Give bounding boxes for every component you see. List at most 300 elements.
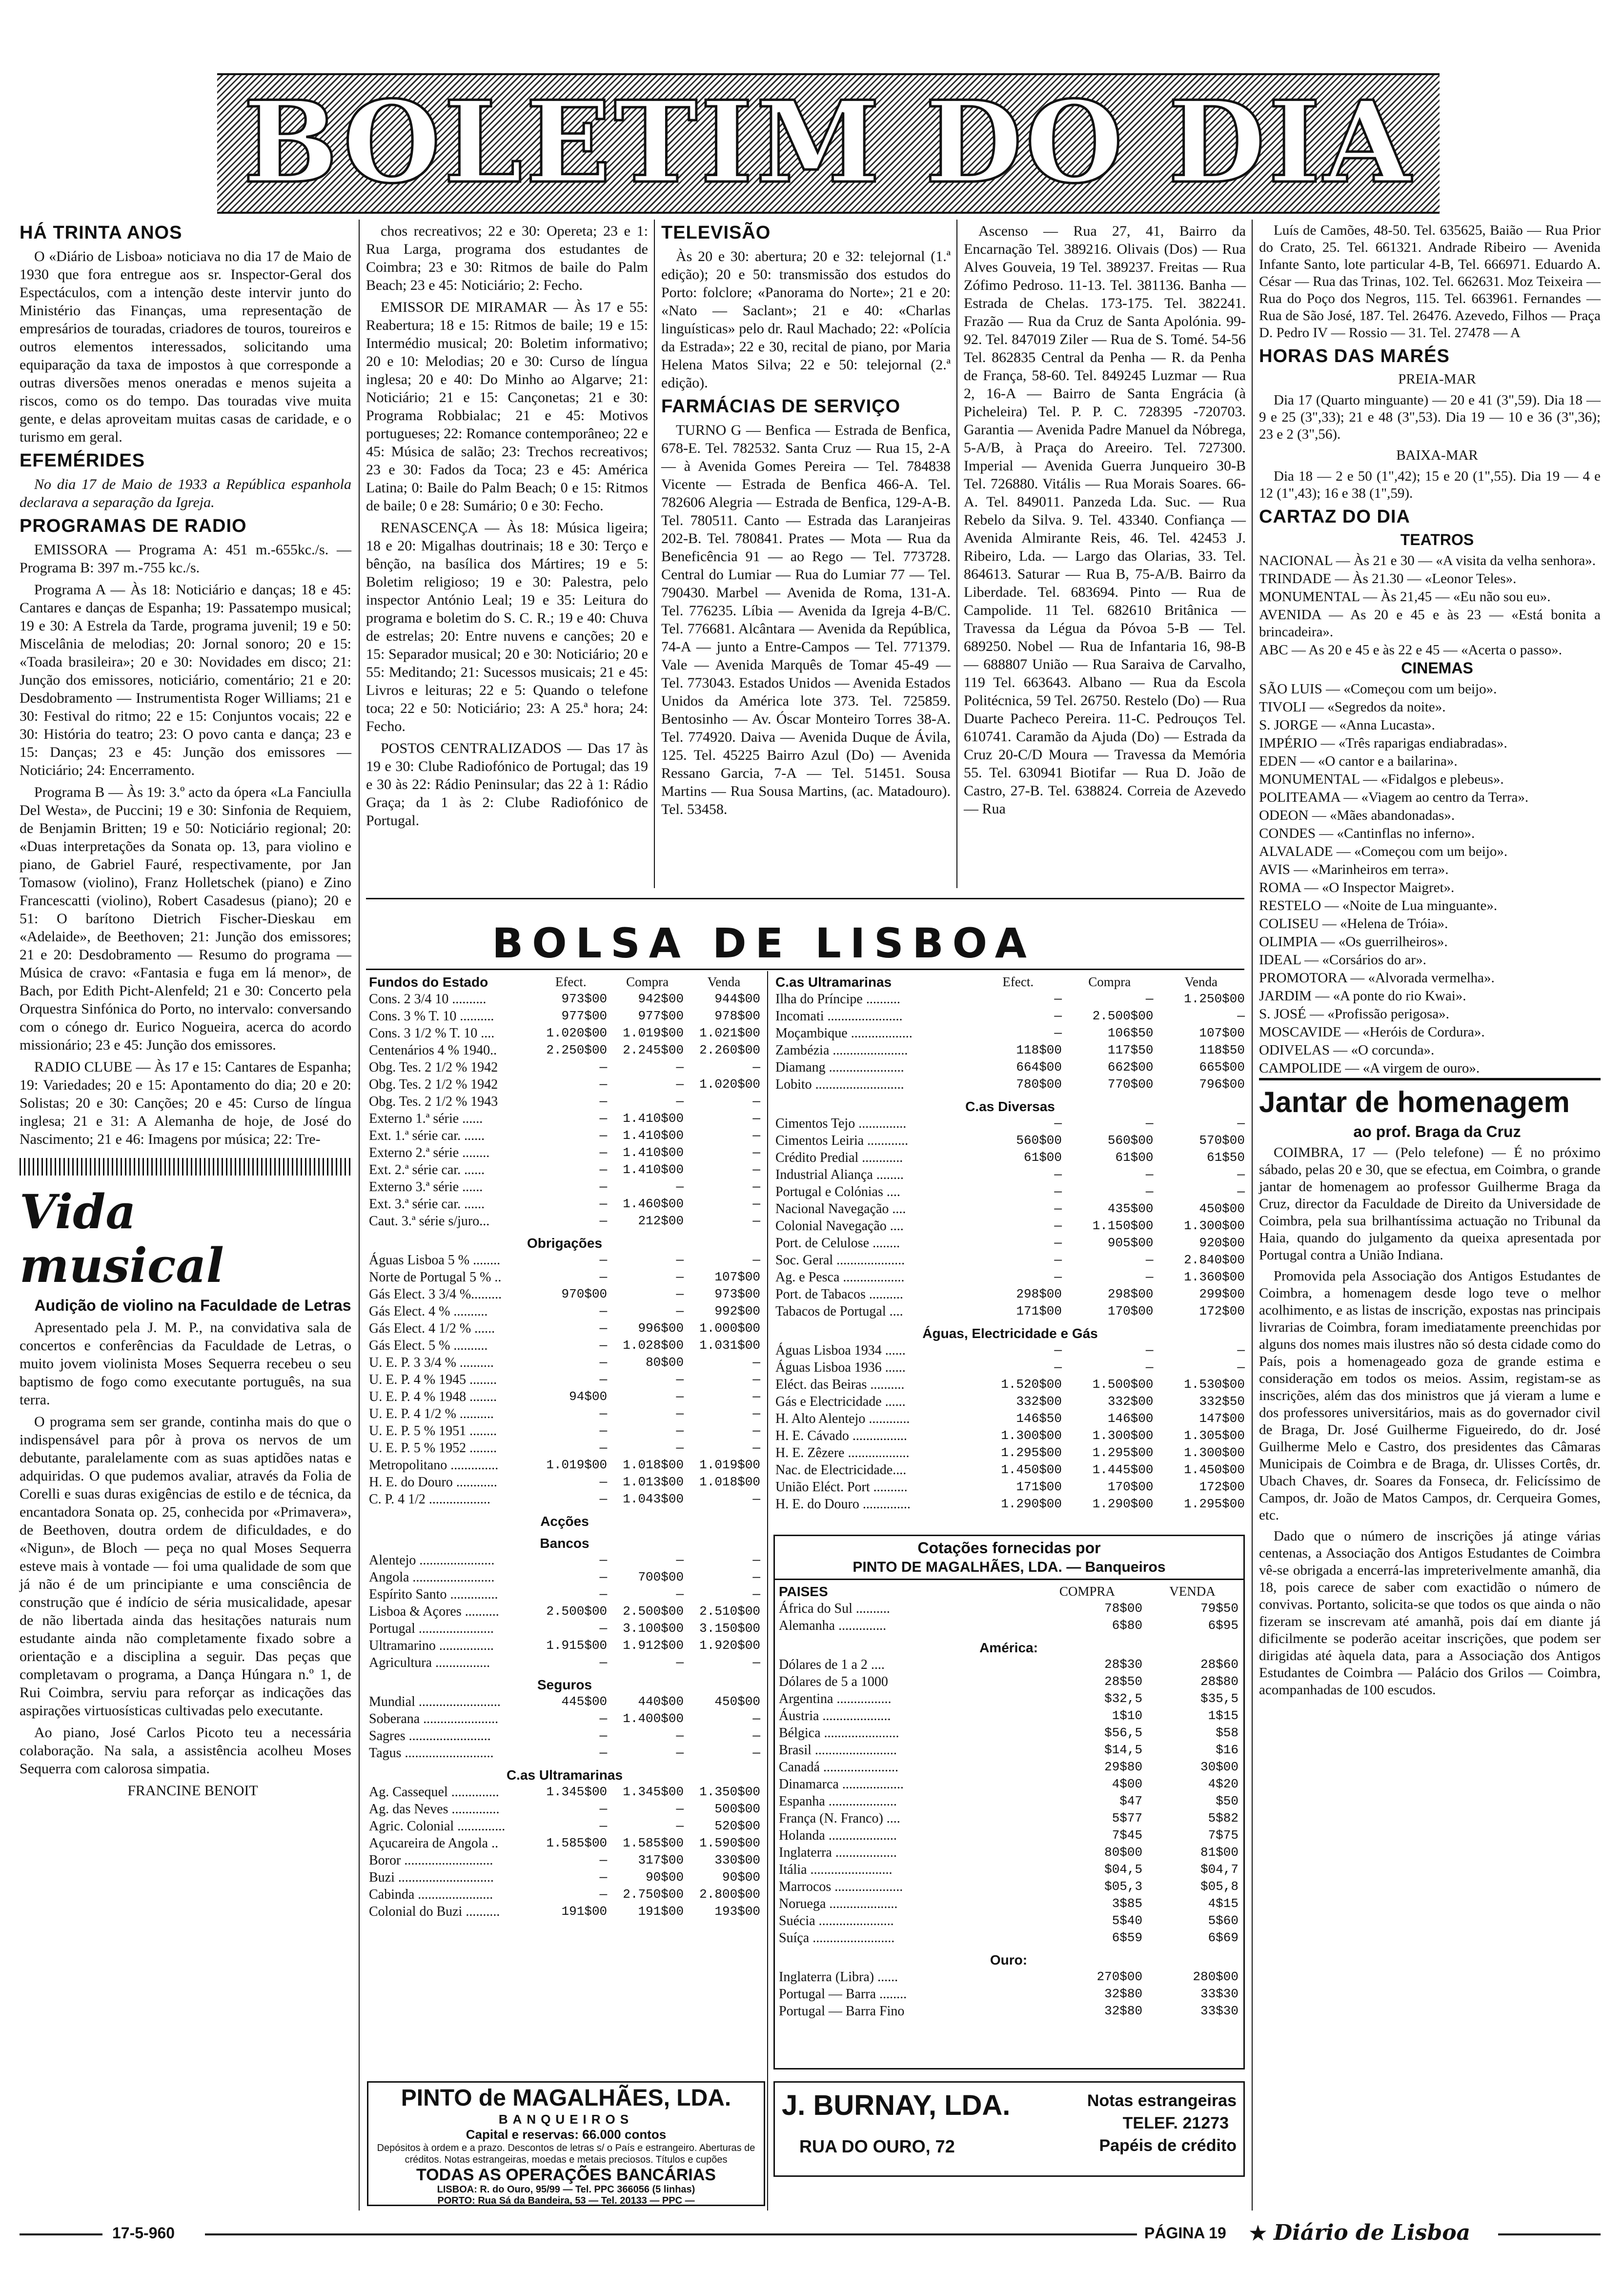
cell-value: 2.510$00 xyxy=(699,1604,760,1619)
cell-value: 146$50 xyxy=(1016,1411,1062,1426)
cell-value: 30$00 xyxy=(1200,1760,1238,1774)
divider xyxy=(366,898,1244,899)
cell-value: 1.020$00 xyxy=(699,1077,760,1092)
cell-value: 2.500$00 xyxy=(1092,1009,1154,1023)
cell-value: 1.450$00 xyxy=(1184,1462,1245,1477)
cell-value: 33$30 xyxy=(1200,1987,1238,2001)
cell-value: 90$00 xyxy=(722,1870,760,1885)
cell-value: 1.150$00 xyxy=(1092,1218,1154,1233)
cinema-item: ODIVELAS — «O corcunda». xyxy=(1259,1042,1435,1058)
cell-value: 118$50 xyxy=(1199,1043,1245,1057)
table-row xyxy=(777,1844,1240,1861)
column-1 xyxy=(20,222,351,1804)
cell-value: 6$95 xyxy=(1208,1618,1238,1633)
row-label: Norte de Portugal 5 % .. xyxy=(369,1270,502,1285)
cinema-item: ROMA — «O Inspector Maigret». xyxy=(1259,880,1455,895)
bolsa-right-table xyxy=(773,974,1247,1513)
ad-pinto-magalhaes xyxy=(367,2081,765,2206)
row-label: Ext. 3.ª série car. ...... xyxy=(369,1197,485,1212)
table-row xyxy=(367,1586,762,1603)
cell-value: 2.260$00 xyxy=(699,1043,760,1057)
article-text: COIMBRA, 17 — (Pelo telefone) — É no próximo sábado, pelas 20 e 30, que se efectua, em Coimbra, o grande jantar de homenagem ao professor Guilherme Braga da Cruz, director da Faculdade de Direito da Universidade de Coimbra, pela sua brilhantíssima actuação no Tribunal da Haia, quando do julgamento da queixa apresentada por Portugal contra a União Indiana. xyxy=(1259,1145,1601,1263)
masthead-title: BOLETIM DO DIA xyxy=(243,77,1414,208)
row-label: Cons. 3 1/2 % T. 10 .... xyxy=(369,1026,495,1041)
row-label: Ext. 2.ª série car. ...... xyxy=(369,1162,485,1177)
row-label: Inglaterra (Libra) ...... xyxy=(779,1969,898,1985)
row-label: Espírito Santo .............. xyxy=(369,1587,498,1602)
cell-value: 977$00 xyxy=(638,1009,684,1023)
row-label: U. E. P. 4 % 1945 ........ xyxy=(369,1372,497,1387)
cell-value: $05,8 xyxy=(1200,1879,1238,1894)
table-row xyxy=(367,1552,762,1569)
table-row xyxy=(773,1496,1247,1513)
theatre-list xyxy=(1259,552,1601,659)
table-row xyxy=(773,1393,1247,1410)
cell-value: 1.300$00 xyxy=(1001,1428,1062,1443)
cell-value: 298$00 xyxy=(1107,1287,1154,1301)
row-label: H. E. do Douro ............ xyxy=(369,1475,497,1490)
cell-value: $35,5 xyxy=(1200,1691,1238,1706)
table-row xyxy=(367,1388,762,1405)
row-label: Suécia ...................... xyxy=(779,1913,894,1928)
cell-value: 1.031$00 xyxy=(699,1338,760,1353)
row-label: Dólares de 1 a 2 .... xyxy=(779,1657,885,1672)
cell-value: 1.019$00 xyxy=(546,1458,608,1472)
cell-value: — xyxy=(599,1270,608,1284)
ad-notas: Notas estrangeiras xyxy=(1087,2091,1237,2110)
table-row xyxy=(777,1986,1240,2003)
cell-value: 1.305$00 xyxy=(1184,1428,1245,1443)
table-row xyxy=(777,1634,1240,1656)
table-row xyxy=(777,1878,1240,1895)
table-row xyxy=(367,1903,762,1920)
table-row xyxy=(367,1127,762,1144)
cell-value: — xyxy=(752,1179,760,1194)
table-row xyxy=(367,1371,762,1388)
column-rule xyxy=(767,971,768,2211)
cell-value: 1.290$00 xyxy=(1001,1497,1062,1511)
cell-value: $16 xyxy=(1216,1743,1238,1757)
cell-value: 2.250$00 xyxy=(546,1043,608,1057)
cell-value: — xyxy=(599,1355,608,1370)
table-row xyxy=(773,1303,1247,1320)
cell-value: 5$60 xyxy=(1208,1913,1238,1928)
cell-value: 94$00 xyxy=(569,1389,608,1404)
cell-value: 1.018$00 xyxy=(699,1475,760,1489)
row-label: Soc. Geral .................... xyxy=(775,1253,905,1268)
row-label: Port. de Tabacos .......... xyxy=(775,1287,903,1302)
column-5 xyxy=(1259,222,1601,1703)
cell-value: 1.400$00 xyxy=(623,1711,684,1726)
row-label: Cimentos Leiria ............ xyxy=(775,1133,909,1148)
table-row xyxy=(773,1183,1247,1200)
article-text: Ao piano, José Carlos Picoto teu a necessária colaboração. Na sala, a assistência acolheu Moses Sequerra com calorosa simpatia. xyxy=(20,1724,351,1777)
cell-value: 770$00 xyxy=(1107,1077,1154,1092)
table-row xyxy=(367,1762,762,1784)
row-label: U. E. P. 4 % 1948 ........ xyxy=(369,1389,497,1404)
cell-value: 973$00 xyxy=(561,992,608,1006)
cell-value: 147$00 xyxy=(1199,1411,1245,1426)
cell-value: — xyxy=(752,1423,760,1438)
table-row xyxy=(773,991,1247,1008)
bolsa-left xyxy=(367,974,762,1920)
cell-value: 2.800$00 xyxy=(699,1887,760,1902)
table-row xyxy=(773,1410,1247,1427)
row-label: Bélgica ...................... xyxy=(779,1725,899,1741)
column-header: Compra xyxy=(1088,974,1131,989)
cell-value: 1.585$00 xyxy=(546,1836,608,1850)
cell-value: 172$00 xyxy=(1199,1304,1245,1319)
footer-date: 17-5-960 xyxy=(112,2224,175,2242)
cell-value: 440$00 xyxy=(638,1694,684,1709)
ad-address: RUA DO OURO, 72 xyxy=(799,2136,955,2156)
cell-value: 172$00 xyxy=(1199,1480,1245,1494)
row-label: U. E. P. 5 % 1951 ........ xyxy=(369,1423,497,1439)
table-row xyxy=(367,1252,762,1269)
cell-value: 1.300$00 xyxy=(1184,1218,1245,1233)
cell-value: — xyxy=(676,1423,684,1438)
article-text: TURNO G — Benfica — Estrada de Benfica, 678-E. Tel. 782532. Santa Cruz — Rua 15, 2-A — à Avenida Gomes Pereira — Tel. 784838 Vicente — Estrada de Benfica 466-A. Tel. 782606 Alegria — Estrada de Benfica, 129-A-B. Tel. 780511. Canto — Estrada das Laranjeiras 202-B. Tel. 780841. Prates — Mota — Rua da Beneficência 91 — ao Rego — Tel. 773728. Central do Lumiar — Rua do Lumiar 77 — Tel. 790430. Marbel — Avenida de Roma, 131-A. Tel. 776235. Líbia — Avenida da Igreja 4-B/C. Tel. 776681. Alcântara — Avenida da República, 74-A — junto a Entre-Campos — Tel. 771379. Vale — Avenida Marquês de Tomar 45-49 — Tel. 773043. Estados Unidos — Avenida Estados Unidos da América lote 373. Tel. 725859. Bentosinho — Av. Óscar Monteiro Torres 38-A. Tel. 774920. Daiva — Avenida Duque de Ávila, 125. Tel. 45225 Bairro Azul (Do) — Avenida Ressano Garcia, 7-A — Tel. 51451. Sousa Martins — Rua Sousa Martins, (ac. Matadouro). Tel. 53458. xyxy=(661,422,951,817)
cell-value: — xyxy=(599,1423,608,1438)
cell-value: 170$00 xyxy=(1107,1304,1154,1319)
row-label: África do Sul .......... xyxy=(779,1601,890,1616)
cell-value: 1.915$00 xyxy=(546,1638,608,1653)
cell-value: — xyxy=(1145,1253,1154,1267)
cell-value: 665$00 xyxy=(1199,1060,1245,1075)
cell-value: — xyxy=(1054,1201,1062,1216)
cell-value: — xyxy=(599,1060,608,1075)
cell-value: — xyxy=(1237,1360,1245,1375)
column-rule xyxy=(654,220,655,888)
cell-value: 330$00 xyxy=(714,1853,760,1867)
row-label: Soberana ...................... xyxy=(369,1711,499,1726)
cell-value: — xyxy=(752,1372,760,1387)
cell-value: 973$00 xyxy=(714,1287,760,1301)
cell-value: — xyxy=(1145,1360,1154,1375)
row-label: Centenários 4 % 1940.. xyxy=(369,1043,497,1058)
cell-value: — xyxy=(676,1655,684,1670)
table-row xyxy=(773,1025,1247,1042)
table-row xyxy=(367,1671,762,1693)
row-label: Argentina ................ xyxy=(779,1691,892,1706)
cell-value: 570$00 xyxy=(1199,1133,1245,1148)
cell-value: 664$00 xyxy=(1016,1060,1062,1075)
cell-value: 1.345$00 xyxy=(623,1785,684,1799)
cell-value: 450$00 xyxy=(1199,1201,1245,1216)
row-label: Ag. e Pesca .................. xyxy=(775,1270,905,1285)
row-label: Suíça ........................ xyxy=(779,1930,895,1946)
cinema-item: MOSCAVIDE — «Heróis de Cordura». xyxy=(1259,1024,1485,1040)
table-row xyxy=(777,1707,1240,1724)
cell-value: 118$00 xyxy=(1016,1043,1062,1057)
cinema-item: POLITEAMA — «Viagem ao centro da Terra». xyxy=(1259,790,1529,805)
row-label: Alentejo ...................... xyxy=(369,1553,495,1568)
cell-value: — xyxy=(1054,1270,1062,1284)
cell-value: — xyxy=(752,1128,760,1143)
group-header: C.as Diversas xyxy=(965,1099,1055,1114)
cell-value: 1.000$00 xyxy=(699,1321,760,1336)
cell-value: 1.410$00 xyxy=(623,1162,684,1177)
table-row xyxy=(777,1968,1240,1986)
table-row xyxy=(777,1810,1240,1827)
table-row xyxy=(367,1693,762,1710)
ad-telef: TELEF. 21273 xyxy=(1122,2114,1229,2132)
divider xyxy=(366,969,1244,970)
ad-lisboa-address: LISBOA: R. do Ouro, 95/99 — Tel. PPC 366056 (5 linhas) xyxy=(437,2184,695,2195)
footer-star: ★ xyxy=(1249,2223,1267,2244)
cell-value: — xyxy=(1054,1116,1062,1131)
cell-value: — xyxy=(676,1406,684,1421)
table-row xyxy=(773,1059,1247,1076)
cinema-item: OLIMPIA — «Os guerrilheiros». xyxy=(1259,934,1448,950)
cell-value: 1$15 xyxy=(1208,1708,1238,1723)
article-text: Dado que o número de inscrições já atinge várias centenas, a Associação dos Antigos Estudantes de Coimbra vê-se obrigada a encerrá-las impreterivelmente amanhã, dia 18, pois carece de saber com exactidão o número de convivas. Portanto, solicita-se que todos os que ainda o não fizeram se inscrevam até amanhã, pois daí em diante já dificilmente se poderão aceitar inscrições, que podem ser dirigidas até àquela data, para a Associação dos Antigos Estudantes de Coimbra — Palácio dos Grilos — Coimbra, acompanhadas de 100 escudos. xyxy=(1259,1528,1601,1698)
cell-value: — xyxy=(676,1802,684,1816)
row-label: Eléct. das Beiras .......... xyxy=(775,1377,905,1392)
cell-value: — xyxy=(599,1553,608,1567)
cell-value: — xyxy=(752,1440,760,1455)
cell-value: — xyxy=(599,1214,608,1228)
cinema-item: CONDES — «Cantinflas no inferno». xyxy=(1259,826,1475,841)
cell-value: — xyxy=(752,1553,760,1567)
row-label: Buzi ............................ xyxy=(369,1870,494,1885)
row-label: U. E. P. 4 1/2 % .......... xyxy=(369,1406,494,1421)
cell-value: — xyxy=(599,1162,608,1177)
cell-value: 1.410$00 xyxy=(623,1128,684,1143)
ad-capital: Capital e reservas: 66.000 contos xyxy=(466,2127,667,2142)
cell-value: 2.500$00 xyxy=(546,1604,608,1619)
article-text: RADIO CLUBE — Às 17 e 15: Cantares de Espanha; 19: Variedades; 20 e 15: Apontamento do dia; 20 e 20: Solistas; 20 e 30: Canções; 20 e 45: Curso de língua inglesa; 21 e 31: A Alemanha de hoje, de José do Nascimento; 21 e 46: Imagens por música; 22: Tre- xyxy=(20,1059,351,1147)
table-row xyxy=(777,1793,1240,1810)
cell-value: — xyxy=(752,1389,760,1404)
article-text: O programa sem ser grande, continha mais do que o indispensável para pôr à prova os nervos de um debutante, paralelamente com as suas aptidões natas e adquiridas. O que pudemos avaliar, através da Folia de Corelli e suas duras exigências de estilo e de técnica, da encantadora Sonata op. 25, conhecida por «Primavera», de Beethoven, doutra ordem de dificuldades, e do «Nigun», de Bloch — peça no qual Moses Sequerra esteve mais à vontade — foi uma qualidade de som que já não é de um principiante e uma consciência de construção que é indício de séria musicalidade, apesar de não libertada ainda das hesitações naturais num estudante ainda não completamente fixado sobre a orientação e a disciplina a seguir. Das peças que completavam o programa, a Dança Húngara n.º 1, de Rui Coimbra, serviu para reforçar as indicações das aspirações virtuosísticas cultivadas pelo executante. xyxy=(20,1414,351,1719)
row-label: Tabacos de Portugal .... xyxy=(775,1304,903,1319)
table-row xyxy=(773,1076,1247,1093)
article-text: Apresentado pela J. M. P., na convidativa sala de concertos e conferências da Faculdade de Letras, o muito jovem violinista Moses Sequerra recebeu o seu baptismo de fogo como executante português, na sua terra. xyxy=(20,1319,351,1408)
article-text: Programa B — Às 19: 3.º acto da ópera «La Fanciulla Del Westa», de Puccini; 19 e 30: Sinfonia de Requiem, de Benjamin Britten; 19 e 50: Noticiário regional; 20: «Duas interpretações da Sonata op. 13, para violino e piano, de Gabriel Fauré, respectivamente, por Jan Tomasow (violino), Franz Holletschek (piano) e Zino Francescatti (violino), Robert Casadesus (piano); 20 e 51: O barítono Dietrich Fischer-Dieskau em «Adelaide», de Beethoven; 21: Junção dos emissores; 21 e 20: Desdobramento — Resumo do programa — Música de cravo: «Fantasia e fuga em lá menor», de Bach, por Edith Picht-Alenfeld; 21 e 30: Concerto pela Orquestra Sinfónica do Porto, no intervalo: conversando com o cónego dr. Eurico Nogueira, acerca do acordo missionário; 23 e 45: Junção dos emissores. xyxy=(20,784,351,1053)
row-label: Canadá ...................... xyxy=(779,1760,898,1775)
cinema-item: PROMOTORA — «Alvorada vermelha». xyxy=(1259,970,1495,986)
cell-value: — xyxy=(752,1060,760,1075)
footer-rule xyxy=(1498,2233,1601,2235)
row-label: Zambézia ...................... xyxy=(775,1043,908,1058)
table-row xyxy=(777,1895,1240,1912)
cell-value: 170$00 xyxy=(1107,1480,1154,1494)
cell-value: 1.500$00 xyxy=(1092,1377,1154,1392)
table-row xyxy=(367,1710,762,1727)
row-label: Ultramarino ................ xyxy=(369,1638,494,1653)
cell-value: 79$50 xyxy=(1200,1601,1238,1616)
cell-value: — xyxy=(1054,1360,1062,1375)
cell-value: 78$00 xyxy=(1104,1601,1143,1616)
table-row xyxy=(367,1637,762,1654)
bolsa-left-table xyxy=(367,974,762,1920)
cell-value: 5$40 xyxy=(1112,1913,1143,1928)
article-text: EMISSORA — Programa A: 451 m.-655kc./s. — Programa B: 397 m.-755 kc./s. xyxy=(20,542,351,576)
table-row xyxy=(367,1286,762,1303)
cell-value: 520$00 xyxy=(714,1819,760,1833)
row-label: Lobito .......................... xyxy=(775,1077,904,1092)
table-row xyxy=(773,1132,1247,1149)
cell-value: — xyxy=(599,1870,608,1885)
article-text: Dia 18 — 2 e 50 (1",42); 15 e 20 (1",55). Dia 19 — 4 e 12 (1",43); 16 e 38 (1",59). xyxy=(1259,468,1601,501)
row-label: H. E. do Douro .............. xyxy=(775,1497,911,1512)
cell-value: — xyxy=(1237,1116,1245,1131)
cell-value: 450$00 xyxy=(714,1694,760,1709)
cell-value: 996$00 xyxy=(638,1321,684,1336)
table-row xyxy=(367,1110,762,1127)
cell-value: — xyxy=(676,1179,684,1194)
cell-value: 560$00 xyxy=(1107,1133,1154,1148)
article-text: Luís de Camões, 48-50. Tel. 635625, Baião — Rua Prior do Crato, 25. Tel. 661321. Andrade Ribeiro — Avenida Infante Santo, lote particular 4-B, Tel. 666971. Eduardo A. César — Rua das Trinas, 102. Tel. 662631. Moz Teixeira — Rua do Poço dos Negros, 115. Tel. 663961. Fernandes — Rua de São José, 187. Tel. 26476. Azevedo, Filhos — Praça D. Pedro IV — Rossio — 31. Tel. 27478 — A xyxy=(1259,223,1601,341)
ad-services: Depósitos à ordem e a prazo. Descontos de letras s/ o País e estrangeiro. Aberturas de créditos. Notas estrangeiras, moedas e metais preciosos. Títulos e cupões xyxy=(377,2143,755,2165)
cell-value: 977$00 xyxy=(561,1009,608,1023)
cell-value: — xyxy=(676,1728,684,1743)
table-row xyxy=(367,1801,762,1818)
row-label: Diamang ...................... xyxy=(775,1060,904,1075)
column-rule xyxy=(1252,220,1253,2211)
article-text: Às 20 e 30: abertura; 20 e 32: telejornal (1.ª edição); 20 e 50: transmissão dos estudos do Porto: folclore; «Panorama do Norte»; 21 e 20: «Nato — Saclant»; 21 e 40: «Charlas linguísticas» pelo dr. Raul Machado; 22: «Polícia da Estrada»; 22 e 30, recital de piano, por Maria Helena Matos Silva; 22 e 50: telejornal (2.ª edição). xyxy=(661,248,951,391)
footer-rule xyxy=(205,2233,1137,2235)
cell-value: $04,7 xyxy=(1200,1862,1238,1877)
cell-value: 992$00 xyxy=(714,1304,760,1319)
row-label: Moçambique .................. xyxy=(775,1026,913,1041)
cell-value: 332$50 xyxy=(1199,1394,1245,1409)
row-label: Portugal ...................... xyxy=(369,1621,494,1636)
row-label: Port. de Celulose ........ xyxy=(775,1236,900,1251)
cell-value: 500$00 xyxy=(714,1802,760,1816)
cell-value: 1.250$00 xyxy=(1184,992,1245,1006)
row-label: H. E. Cávado ................ xyxy=(775,1428,907,1443)
cell-value: — xyxy=(752,1406,760,1421)
cell-value: 171$00 xyxy=(1016,1480,1062,1494)
cinema-item: RESTELO — «Noite de Lua minguante». xyxy=(1259,898,1498,913)
row-label: França (N. Franco) .... xyxy=(779,1811,900,1826)
cell-value: 1.460$00 xyxy=(623,1197,684,1211)
cell-value: — xyxy=(599,1304,608,1319)
row-label: Externo 1.ª série ...... xyxy=(369,1111,483,1126)
table-row xyxy=(367,1620,762,1637)
cell-value: 2.500$00 xyxy=(623,1604,684,1619)
group-header: C.as Ultramarinas xyxy=(506,1767,623,1783)
cell-value: — xyxy=(599,1338,608,1353)
cotacoes-box xyxy=(773,1535,1245,2069)
row-label: Externo 3.ª série ...... xyxy=(369,1179,483,1195)
theatre-item: TRINDADE — Às 21.30 — «Leonor Teles». xyxy=(1259,571,1517,587)
cinema-item: EDEN — «O cantor e a bailarina». xyxy=(1259,753,1458,769)
cell-value: 1.410$00 xyxy=(623,1145,684,1160)
cell-value: 32$80 xyxy=(1104,1987,1143,2001)
column-header: Venda xyxy=(707,974,741,989)
column-rule xyxy=(956,220,957,888)
row-label: Tagus .......................... xyxy=(369,1745,494,1761)
cell-value: — xyxy=(599,1372,608,1387)
cell-value: — xyxy=(676,1745,684,1760)
cell-value: — xyxy=(676,1587,684,1602)
table-row xyxy=(367,1852,762,1869)
table-row xyxy=(367,1440,762,1457)
section-title: EFEMÉRIDES xyxy=(20,450,145,471)
table-row xyxy=(367,1835,762,1852)
table-row xyxy=(777,1617,1240,1634)
table-row xyxy=(367,1869,762,1886)
article-text: No dia 17 de Maio de 1933 a República espanhola declarava a separação da Igreja. xyxy=(20,476,351,510)
cell-value: 146$00 xyxy=(1107,1411,1154,1426)
cell-value: — xyxy=(676,1440,684,1455)
group-header: Bancos xyxy=(540,1536,589,1551)
cell-value: 662$00 xyxy=(1107,1060,1154,1075)
cell-value: — xyxy=(1054,1218,1062,1233)
table-row xyxy=(773,1479,1247,1496)
table-row xyxy=(367,1474,762,1491)
group-header: Seguros xyxy=(537,1677,592,1692)
divider-stripes xyxy=(20,1158,351,1176)
cell-value: 942$00 xyxy=(638,992,684,1006)
cell-value: — xyxy=(1054,1253,1062,1267)
table-row xyxy=(777,1673,1240,1690)
subsection-title: TEATROS xyxy=(1400,531,1474,548)
row-label: H. Alto Alentejo ............ xyxy=(775,1411,910,1426)
cell-value: 1.520$00 xyxy=(1001,1377,1062,1392)
row-label: Portugal e Colónias .... xyxy=(775,1184,900,1199)
table-row xyxy=(773,1042,1247,1059)
cell-value: 1.295$00 xyxy=(1001,1445,1062,1460)
article-text: Promovida pela Associação dos Antigos Estudantes de Coimbra, a homenagem desde logo teve o melhor acolhimento, e as listas de inscrição, expostas nas principais livrarias de Coimbra, foram imediatamente preenchidas por alguns dos nomes mais ilustres não só desta cidade como do País, pois a homenageado goza de grande estima e consideração em todos os meios. Assim, registam-se as inscrições, além das dos ministros que já vieram a lume e dos professores universitários, mais as do governador civil de Braga, Dr. José Guilherme Figueiredo, do dr. José Guilherme Melo e Castro, dos presidentes das Câmaras Municipais de Coimbra e de Braga, dr. Ulisses Cortês, dr. Ubach Chaves, dr. Soares da Fonseca, dr. Felicíssimo de Campos, dr. João de Matos Campos, dr. Cerqueira Gomes, etc. xyxy=(1259,1268,1601,1523)
ad-burnay xyxy=(773,2081,1245,2177)
cell-value: 1.018$00 xyxy=(623,1458,684,1472)
cell-value: — xyxy=(752,1711,760,1726)
row-label: Gás e Electricidade ...... xyxy=(775,1394,906,1409)
table-row xyxy=(777,1742,1240,1759)
cell-value: — xyxy=(752,1570,760,1584)
cell-value: 1.530$00 xyxy=(1184,1377,1245,1392)
cell-value: — xyxy=(599,1853,608,1867)
row-label: Colonial do Buzi .......... xyxy=(369,1904,500,1919)
cell-value: 81$00 xyxy=(1200,1845,1238,1860)
table-row xyxy=(773,1093,1247,1115)
column-rule xyxy=(359,220,360,2211)
cell-value: — xyxy=(752,1745,760,1760)
cell-value: — xyxy=(676,1253,684,1267)
cell-value: — xyxy=(676,1270,684,1284)
cell-value: 1.028$00 xyxy=(623,1338,684,1353)
ad-subtitle: BANQUEIROS xyxy=(498,2112,634,2127)
cell-value: — xyxy=(1237,1009,1245,1023)
cell-value: 107$00 xyxy=(714,1270,760,1284)
row-label: Áustria .................... xyxy=(779,1708,891,1724)
ad-porto-address: PORTO: Rua Sá da Bandeira, 53 — Tel. 20133 — PPC — xyxy=(437,2195,695,2206)
cell-value: 3.150$00 xyxy=(699,1621,760,1636)
cell-value: — xyxy=(599,1321,608,1336)
cell-value: — xyxy=(676,1304,684,1319)
cell-value: 1.019$00 xyxy=(623,1026,684,1040)
cell-value: — xyxy=(752,1214,760,1228)
cell-value: 80$00 xyxy=(646,1355,684,1370)
cinema-item: S. JORGE — «Anna Lucasta». xyxy=(1259,717,1435,733)
cell-value: 780$00 xyxy=(1016,1077,1062,1092)
cell-value: 1.020$00 xyxy=(546,1026,608,1040)
table-row xyxy=(367,1727,762,1745)
cell-value: — xyxy=(676,1372,684,1387)
table-row xyxy=(367,1337,762,1354)
cell-value: — xyxy=(599,1728,608,1743)
table-row xyxy=(777,1776,1240,1793)
cell-value: — xyxy=(676,1287,684,1301)
cell-value: — xyxy=(752,1145,760,1160)
cell-value: 1.021$00 xyxy=(699,1026,760,1040)
cell-value: 1$10 xyxy=(1112,1708,1143,1723)
table-row xyxy=(777,1827,1240,1844)
